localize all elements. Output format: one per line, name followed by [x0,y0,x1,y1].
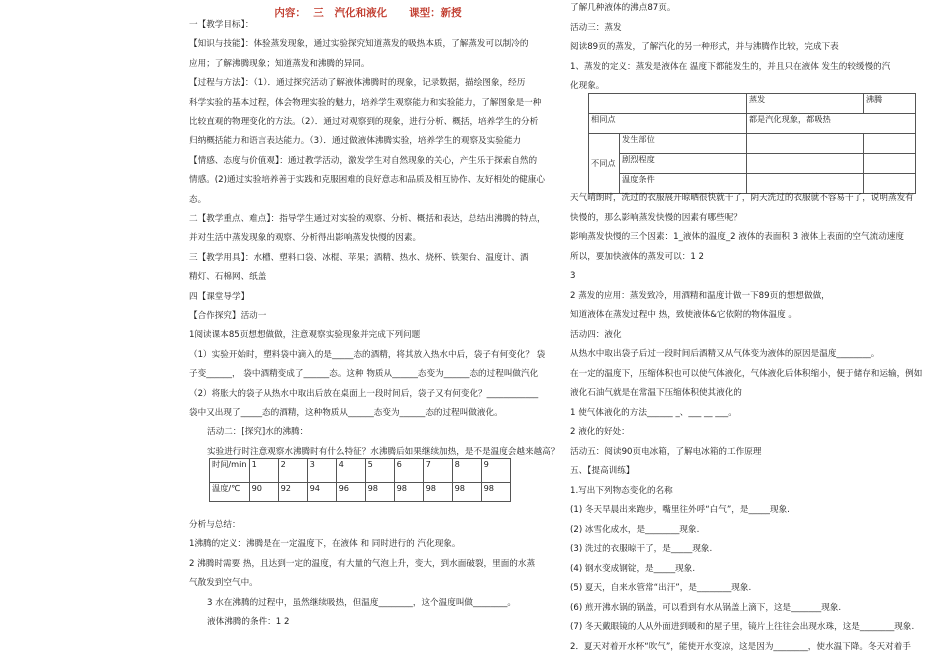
text-line: (2) 冰雪化成水，是________现象. [570,524,700,535]
text-line: 态。 [189,194,207,205]
temp-cell: 98 [452,483,481,502]
temp-cell: 98 [481,483,510,502]
temp-cell: 96 [336,483,365,502]
text-line: 【合作探究】活动一 [189,311,267,321]
text-line: 1、蒸发的定义：蒸发是液体在 温度下都能发生的，并且只在液体 发生的较缓慢的汽 [570,61,891,72]
text-line: (3) 洗过的衣服晾干了，是_____现象. [570,544,713,554]
col-header-boiling: 沸腾 [863,94,915,114]
text-line: 知道液体在蒸发过程中 热，致使液体&它依附的物体温度 。 [570,310,798,320]
time-cell: 3 [307,459,336,483]
text-line: 科学实验的基本过程，体会物理实验的魅力，培养学生观察能力和实验能力，了解图象是一种 [189,97,542,108]
text-line: 情感。(2)通过实验培养善于实践和克服困难的良好意志和品质及相互协作、友好相处的健康心 [189,175,545,186]
text-line: 所以，要加快液体的蒸发可以：1 2 [570,251,704,262]
time-cell: 6 [394,459,423,483]
text-line: 影响蒸发快慢的三个因素：1_液体的温度_2 液体的表面积 3 液体上表面的空气流动速度 [570,232,904,242]
text-line: 3 [570,271,576,281]
text-line: 2 蒸发的应用：蒸发致冷，用酒精和温度计做一下89页的想想做做， [570,290,830,301]
text-line: 归纳概括能力和语言表达能力。（3）．通过做液体沸腾实验，培养学生的观察及实验能力 [189,136,522,147]
text-line: 【过程与方法】：（1）．通过探究活动了解液体沸腾时的现象，记录数据，描绘图象，经历 [189,78,526,89]
diff-label: 不同点 [589,134,620,194]
text-line: 在一定的温度下，压缩体积也可以使气体液化，气体液化后体积缩小，便于储存和运输，例如 [570,368,923,379]
text-line: 1阅读课本85页想想做做，注意观察实验现象并完成下列问题 [189,330,421,341]
text-line: 精灯、石棉网、纸盖 [189,272,267,283]
col-header-evaporation: 蒸发 [746,94,863,114]
cell [746,174,863,194]
cell [863,174,915,194]
diff-item: 温度条件 [620,174,747,194]
text-line: 活动四：液化 [570,329,622,340]
same-label: 相同点 [589,114,747,134]
time-cell: 2 [278,459,307,483]
cell [746,134,863,154]
time-cell: 9 [481,459,510,483]
text-line: 气散发到空气中。 [189,578,258,589]
text-line: 天气晴朗时，洗过的衣服展开晾晒很快就干了，阴天洗过的衣服就不容易干了，说明蒸发有 [570,193,914,203]
diff-item: 发生部位 [620,134,747,154]
text-line: 二【教学重点、难点】：指导学生通过对实验的观察、分析、概括和表达，总结出沸腾的特点， [189,214,546,224]
boiling-data-table [209,458,511,502]
text-line: 3 水在沸腾的过程中，虽然继续吸热，但温度________，这个温度叫做________。 [207,597,516,608]
time-cell: 8 [452,459,481,483]
cell [746,154,863,174]
time-cell: 1 [249,459,278,483]
text-line: 1沸腾的定义：沸腾是在一定温度下，在液体 和 同时进行的 汽化现象。 [189,539,461,550]
time-header: 时间/min [210,459,250,483]
time-cell: 7 [423,459,452,483]
text-line: 液化石油气就是在常温下压缩体积使其液化的 [570,388,742,398]
cell [863,134,915,154]
text-line: 应用；了解沸腾现象；知道蒸发和沸腾的异同。 [189,58,370,69]
temp-cell: 94 [307,483,336,502]
temp-cell: 92 [278,483,307,502]
temp-cell: 98 [365,483,394,502]
text-line: 2．夏天对着开水杯“吹气”，能使开水变凉，这是因为________，使水温下降。冬天对着手 [570,641,911,652]
text-line: 了解几种液体的沸点87页。 [570,3,676,13]
temp-cell: 90 [249,483,278,502]
text-line: (7) 冬天戴眼镜的人从外面进到暖和的屋子里，镜片上往往会出现水珠，这是________现象. [570,622,915,632]
text-line: 活动五：阅读90页电冰箱，了解电冰箱的工作原理 [570,446,762,457]
text-line: 活动三：蒸发 [570,22,622,33]
compare-table [588,93,916,194]
text-line: 1.写出下列物态变化的名称 [570,485,673,496]
text-line: 活动二：[探究]水的沸腾： [207,427,309,438]
diff-item: 剧烈程度 [620,154,747,174]
text-line: （2）将胀大的袋子从热水中取出后放在桌面上一段时间后，袋子又有何变化？____________ [189,388,539,399]
text-line: 阅读89页的蒸发，了解汽化的另一种形式，并与沸腾作比较，完成下表 [570,42,839,52]
text-line: 2 沸腾时需要 热，且达到一定的温度，有大量的气泡上升，变大，到水面破裂，里面的水蒸 [189,558,536,569]
text-line: (6) 煎开沸水锅的锅盖，可以看到有水从锅盖上滴下，这是_______现象. [570,602,842,613]
text-line: 子变______， 袋中酒精变成了______态。这种 物质从______态变为______态的过程叫做汽化 [189,369,539,380]
text-line: 一【教学目标】： [189,20,254,30]
temp-cell: 98 [394,483,423,502]
time-cell: 4 [336,459,365,483]
text-line: 【情感、态度与价值观】：通过教学活动，激发学生对自然现象的关心，产生乐于探索自然的 [189,155,538,166]
text-line: 2 液化的好处： [570,427,630,437]
temp-cell: 98 [423,483,452,502]
text-line: 五、【提高训练】 [570,466,635,476]
time-cell: 5 [365,459,394,483]
text-line: 分析与总结： [189,520,241,530]
text-line: 液体沸腾的条件：1 2 [207,617,290,627]
table-corner [589,94,747,114]
cell [863,154,915,174]
same-value: 都是汽化现象，都吸热 [746,114,915,134]
text-line: (5) 夏天，自来水管常“出汗”，是________现象. [570,583,752,593]
text-line: 袋中又出现了_____态的酒精，这种物质从______态变为______态的过程叫做液化。 [189,408,503,418]
text-line: 比较直观的物理变化的方法。（2）．通过对观察到的现象，进行分析、概括，培养学生的分析 [189,117,539,127]
text-line: (4) 钢水变成钢锭，是_____现象. [570,563,696,574]
text-line: 实验进行时注意观察水沸腾时有什么特征？水沸腾后如果继续加热，是不是温度会越来越高？ [207,446,560,457]
text-line: 并对生活中蒸发现象的观察、分析得出影响蒸发快慢的因素。 [189,233,422,244]
text-line: 快慢的，那么影响蒸发快慢的因素有哪些呢？ [570,212,742,223]
temp-header: 温度/℃ [210,483,250,502]
text-line: 四【课堂导学】 [189,291,250,302]
text-line: 1 使气体液化的方法______ _、___ __ ___。 [570,407,737,418]
text-line: (1) 冬天早晨出来跑步，嘴里往外呼“白气”，是_____现象. [570,505,790,515]
text-line: 【知识与技能】：体验蒸发现象，通过实验探究知道蒸发的吸热本质，了解蒸发可以制冷的 [189,39,529,50]
text-line: 三【教学用具】：水槽、塑料口袋、冰棍、苹果；酒精、热水、烧杯、铁架台、温度计、酒 [189,252,529,263]
text-line: （1）实验开始时，塑料袋中滴入的是_____态的酒精，将其放入热水中后，袋子有何变化？ 袋 [189,349,546,360]
page-title: 内容： 三 汽化和液化 课型：新授 [274,7,462,19]
text-line: 从热水中取出袋子后过一段时间后酒精又从气体变为液体的原因是温度________。 [570,349,880,359]
text-line: 化现象。 [570,81,605,91]
